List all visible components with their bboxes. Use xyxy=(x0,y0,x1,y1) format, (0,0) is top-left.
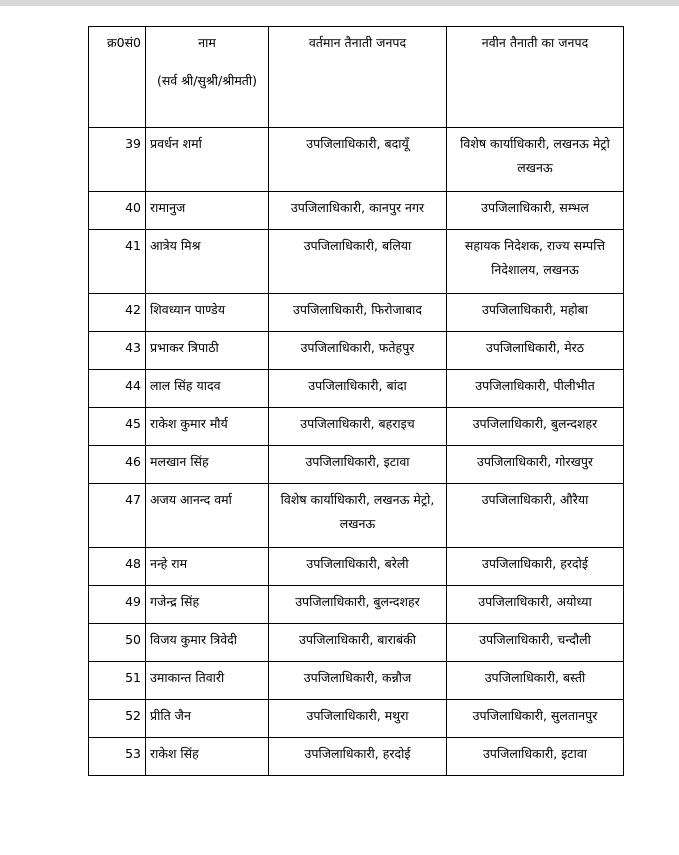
cell-serial-number: 53 xyxy=(89,738,146,776)
cell-current-posting: उपजिलाधिकारी, फिरोजाबाद xyxy=(269,294,447,332)
cell-serial-number: 52 xyxy=(89,700,146,738)
table-header-row xyxy=(89,27,624,128)
table-row xyxy=(89,548,624,586)
cell-new-posting: उपजिलाधिकारी, चन्दौली xyxy=(447,624,624,662)
header-name xyxy=(146,27,269,128)
table-row xyxy=(89,446,624,484)
header-serial-number: क्र0सं0 xyxy=(89,27,146,128)
cell-name: प्रवर्धन शर्मा xyxy=(146,128,269,192)
cell-current-posting: उपजिलाधिकारी, बलिया xyxy=(269,230,447,294)
cell-new-posting: उपजिलाधिकारी, महोबा xyxy=(447,294,624,332)
cell-serial-number: 44 xyxy=(89,370,146,408)
cell-new-posting: उपजिलाधिकारी, औरैया xyxy=(447,484,624,548)
cell-serial-number: 46 xyxy=(89,446,146,484)
cell-serial-number: 40 xyxy=(89,192,146,230)
cell-current-posting: उपजिलाधिकारी, फतेहपुर xyxy=(269,332,447,370)
cell-name: प्रीति जैन xyxy=(146,700,269,738)
cell-current-posting: उपजिलाधिकारी, इटावा xyxy=(269,446,447,484)
cell-name: नन्हे राम xyxy=(146,548,269,586)
cell-new-posting: उपजिलाधिकारी, सम्भल xyxy=(447,192,624,230)
cell-serial-number: 45 xyxy=(89,408,146,446)
cell-name: राकेश सिंह xyxy=(146,738,269,776)
header-name-label: नाम xyxy=(198,35,216,50)
cell-name: आत्रेय मिश्र xyxy=(146,230,269,294)
cell-new-posting: उपजिलाधिकारी, गोरखपुर xyxy=(447,446,624,484)
cell-current-posting: उपजिलाधिकारी, बदायूँ xyxy=(269,128,447,192)
cell-name: राकेश कुमार मौर्य xyxy=(146,408,269,446)
cell-current-posting: उपजिलाधिकारी, कानपुर नगर xyxy=(269,192,447,230)
cell-new-posting: उपजिलाधिकारी, अयोध्या xyxy=(447,586,624,624)
cell-current-posting: उपजिलाधिकारी, बरेली xyxy=(269,548,447,586)
cell-current-posting: उपजिलाधिकारी, बहराइच xyxy=(269,408,447,446)
cell-serial-number: 41 xyxy=(89,230,146,294)
cell-new-posting: उपजिलाधिकारी, बस्ती xyxy=(447,662,624,700)
cell-current-posting: उपजिलाधिकारी, हरदोई xyxy=(269,738,447,776)
cell-new-posting: उपजिलाधिकारी, सुलतानपुर xyxy=(447,700,624,738)
table-row xyxy=(89,128,624,192)
table-row xyxy=(89,370,624,408)
table-row xyxy=(89,586,624,624)
cell-current-posting: उपजिलाधिकारी, बुलन्दशहर xyxy=(269,586,447,624)
cell-current-posting: उपजिलाधिकारी, मथुरा xyxy=(269,700,447,738)
cell-serial-number: 39 xyxy=(89,128,146,192)
cell-new-posting: उपजिलाधिकारी, हरदोई xyxy=(447,548,624,586)
header-current-posting: वर्तमान तैनाती जनपद xyxy=(269,27,447,128)
table-row xyxy=(89,294,624,332)
cell-current-posting: विशेष कार्याधिकारी, लखनऊ मेट्रो, लखनऊ xyxy=(269,484,447,548)
table-row xyxy=(89,230,624,294)
cell-name: गजेन्द्र सिंह xyxy=(146,586,269,624)
cell-current-posting: उपजिलाधिकारी, बांदा xyxy=(269,370,447,408)
cell-serial-number: 49 xyxy=(89,586,146,624)
cell-new-posting: विशेष कार्याधिकारी, लखनऊ मेट्रो लखनऊ xyxy=(447,128,624,192)
cell-current-posting: उपजिलाधिकारी, कन्नौज xyxy=(269,662,447,700)
cell-name: प्रभाकर त्रिपाठी xyxy=(146,332,269,370)
cell-serial-number: 51 xyxy=(89,662,146,700)
table-row xyxy=(89,332,624,370)
table-row xyxy=(89,484,624,548)
header-name-honorific: (सर्व श्री/सुश्री/श्रीमती) xyxy=(156,73,258,88)
cell-new-posting: उपजिलाधिकारी, बुलन्दशहर xyxy=(447,408,624,446)
cell-name: रामानुज xyxy=(146,192,269,230)
table-row xyxy=(89,738,624,776)
cell-name: उमाकान्त तिवारी xyxy=(146,662,269,700)
cell-name: शिवध्यान पाण्डेय xyxy=(146,294,269,332)
cell-name: लाल सिंह यादव xyxy=(146,370,269,408)
transfer-table xyxy=(88,26,624,776)
cell-name: विजय कुमार त्रिवेदी xyxy=(146,624,269,662)
cell-new-posting: सहायक निदेशक, राज्य सम्पत्ति निदेशालय, लखनऊ xyxy=(447,230,624,294)
cell-name: मलखान सिंह xyxy=(146,446,269,484)
table-row xyxy=(89,662,624,700)
table-row xyxy=(89,624,624,662)
cell-new-posting: उपजिलाधिकारी, मेरठ xyxy=(447,332,624,370)
cell-serial-number: 42 xyxy=(89,294,146,332)
header-new-posting: नवीन तैनाती का जनपद xyxy=(447,27,624,128)
cell-name: अजय आनन्द वर्मा xyxy=(146,484,269,548)
cell-new-posting: उपजिलाधिकारी, इटावा xyxy=(447,738,624,776)
cell-serial-number: 50 xyxy=(89,624,146,662)
cell-serial-number: 48 xyxy=(89,548,146,586)
cell-serial-number: 47 xyxy=(89,484,146,548)
cell-serial-number: 43 xyxy=(89,332,146,370)
table-row xyxy=(89,192,624,230)
table-row xyxy=(89,408,624,446)
cell-current-posting: उपजिलाधिकारी, बाराबंकी xyxy=(269,624,447,662)
cell-new-posting: उपजिलाधिकारी, पीलीभीत xyxy=(447,370,624,408)
document-page xyxy=(0,6,679,855)
table-row xyxy=(89,700,624,738)
